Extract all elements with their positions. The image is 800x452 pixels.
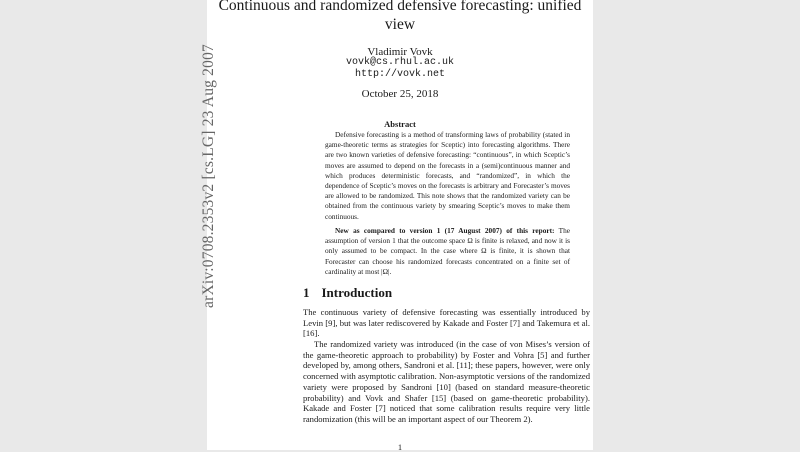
- abstract-update: [325, 226, 570, 277]
- arxiv-stamp: arXiv:0708.2353v2 [cs.LG] 23 Aug 2007: [200, 44, 217, 308]
- intro-paragraph-2: The randomized variety was introduced (in the case of von Mises’s version of the game-theoretic approach to probability) by Foster and Vohra [5] and further developed by, among others, Sandroni et al. [11]; these papers, however, were only concerned with asymptotic calibration. Non-asymptotic versions of the randomized variety were proposed by Sandroni [10] (based on standard measure-theoretic probability) and Vovk and Shafer [15] (based on game-theoretic probability). Kakade and Foster [7] noticed that some calibration results require very little randomization (this will be an important aspect of our Theorem 2).: [303, 339, 590, 424]
- paper-title: Continuous and randomized defensive forecasting: unified view: [218, 0, 582, 33]
- abstract-body: Defensive forecasting is a method of transforming laws of probability (stated in game-theoretic terms as strategies for Sceptic) into forecasting algorithms. There are two known varieties of defensive forecasting: “continuous”, in which Sceptic’s moves are assumed to depend on the forecasts in a (semi)continuous manner and which produces deterministic forecasts, and “randomized”, in which the dependence of Sceptic’s moves on the forecasts is arbitrary and Forecaster’s moves are allowed to be randomized. This note shows that the randomized variety can be obtained from the continuous variety by smearing Sceptic’s moves to make them continuous.: [325, 130, 570, 221]
- section-heading: [303, 285, 392, 301]
- author-name: Vladimir Vovk: [367, 46, 433, 58]
- page-number: 1: [397, 442, 403, 452]
- author-url: http://vovk.net: [354, 69, 445, 80]
- paper-date: October 25, 2018: [361, 88, 439, 100]
- section-number: 1: [303, 285, 310, 300]
- update-label: New as compared to version 1 (17 August 2007) of this report:: [335, 226, 555, 235]
- section-title: Introduction: [321, 285, 393, 300]
- author-email: vovk@cs.rhul.ac.uk: [345, 57, 455, 68]
- abstract-heading: Abstract: [384, 119, 416, 129]
- update-text: The assumption of version 1 that the outcome space Ω is finite is relaxed, and now it is only assumed to be compact. In the case where Ω is finite, it is shown that Forecaster can choose his randomized forecasts concentrated on a finite set of cardinality at most |Ω|.: [325, 226, 570, 276]
- intro-paragraph-1: The continuous variety of defensive forecasting was essentially introduced by Levin [9], but was later rediscovered by Kakade and Foster [7] and Takemura et al. [16].: [303, 307, 590, 339]
